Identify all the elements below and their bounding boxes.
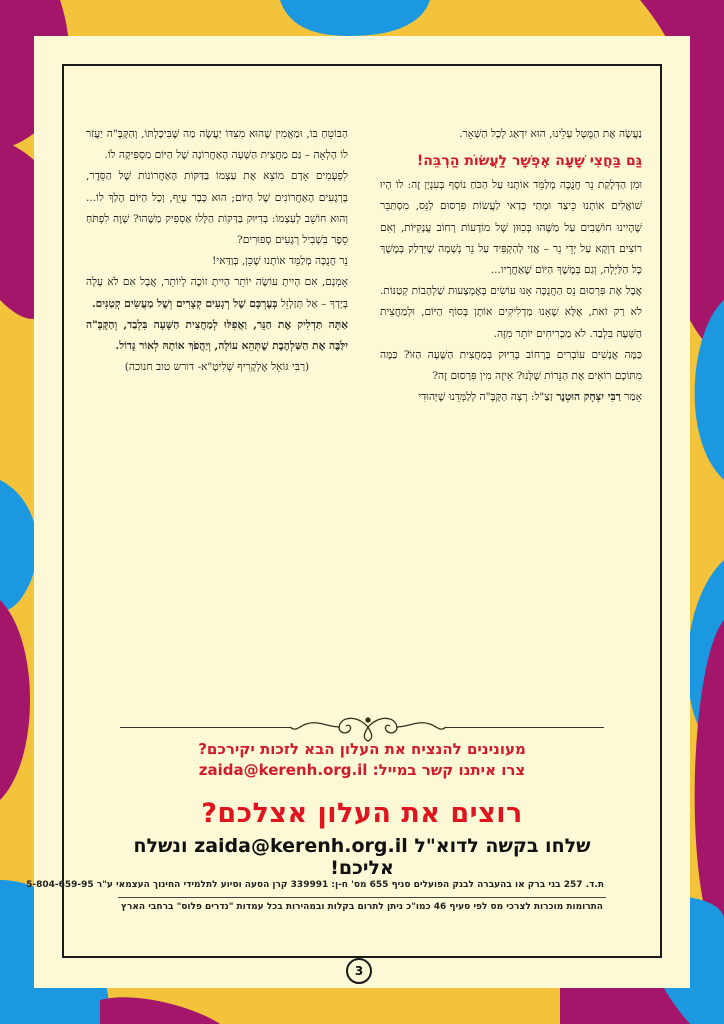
source-citation: (רַבִּי גּוֹאֵל אֶלְקָרִיף שְׁלִיטָ"א- דורש טוב חנוכה): [124, 361, 310, 374]
cta-subtitle: שלחו בקשה לדוא"ל zaida@kerenh.org.il ונשלח אליכם!: [133, 835, 591, 879]
divider-line-right: [446, 727, 604, 728]
paragraph: כַּמָּה אֲנָשִׁים עוֹבְרִים בָּרְחוֹב בְּדִיּוּק בְּמַחֲצִית הַשָּׁעָה הַזּוֹ? כַּמָּה מִתּוֹכָם רוֹאִים אֶת הַנֵּרוֹת שֶׁלָּנוּ? אֵיזֶה מִין פִּרְסוּם זֶה?: [380, 348, 642, 383]
tax-info: התרומות מוכרות לצרכי מס לפי סעיף 46 כמו"כ ניתן לתרום בקלות ובמהירות בכל עמדות "נדרים פלוס" ברחבי הארץ: [121, 902, 603, 912]
dedication-prompt: מעונינים להנציח את העלון הבא לזכות יקירכם?: [198, 740, 526, 758]
emphasis-text: אַתָּה תַּדְלִיק אֶת הַנֵּר, וַאֲפִלּוּ לְמַחֲצִית הַשָּׁעָה בִּלְבַד, וְהַקָּבָּ"ה יִלַּבֶּה אֶת הַשַּׁלְהֶבֶת שֶׁתְּהֵא עוֹלָה, וְיַהֲפֹךְ אוֹתָהּ לְאוֹר גָּדוֹל.: [86, 318, 348, 353]
paragraph: הַבּוֹטֵחַ בּוֹ, וּמַאֲמִין שֶׁהוּא מִצִּדּוֹ יַעֲשֶׂה מַה שֶּׁבִּיכָלְתּוֹ, וְהַקָּבָּ"ה יַעֲזֹר לוֹ הָלְאָה – גַּם מַחֲצִית הַשָּׁעָה הָאַחֲרוֹנָה שֶׁל הַיּוֹם מַסְפִּיקָה לוֹ.: [86, 128, 348, 162]
contact-line: צרו איתנו קשר במייל: zaida@kerenh.org.il: [198, 761, 526, 779]
paragraph: אֲבָל אֶת פִּרְסוּם נֵס הַחֲנֻכָּה אָנוּ עוֹשִׂים בְּאֶמְצָעוּת שַׁלְהָבוֹת קְטַנּוֹת. לֹא רַק זֹאת, אֶלָּא שֶׁאָנוּ מַדְלִיקִים אוֹתָן בְּסוֹף הַיּוֹם, וּלְמַחֲצִית הַשָּׁעָה בִּלְבַד. לֹא מַכְרִיחִים יוֹתֵר מִזֶּה.: [380, 285, 642, 340]
paragraph: נֵר חֲנֻכָּה מְלַמֵּד אוֹתָנוּ שֶׁכֵּן, בְּוַדַּאי!: [212, 255, 348, 268]
paragraph-text: אָמַר: [620, 391, 642, 404]
paragraph: [86, 272, 348, 314]
article-column-right: [380, 124, 642, 408]
paragraph-text: אָמְנָם, אִם הָיִיתָ עוֹשֶׂה יוֹתֵר הָיִיתָ זוֹכֶה לְיוֹתֵר, אֲבָל אִם לֹא עָלָה בְּיָדְךָ – אַל תְּזַלְזֵל: [86, 276, 348, 310]
rabbi-name: רַבִּי יִצְחָק הוּטְנֶר: [556, 391, 621, 404]
ornament-icon: [288, 710, 448, 744]
paragraph: וּמִן הַדְּלָקַת נֵר חֲנֻכָּה מְלַמֵּד אוֹתָנוּ עַל הַכֹּחַ נוֹסָף בְּעִנְיָן זֶה: לוֹ הָיוּ שׁוֹאֲלִים אוֹתָנוּ כֵּיצַד וּמָתַי כְּדַאי לַעֲשׂוֹת פִּרְסוּם לַנֵּס, מִסְתַּבֵּר שֶׁהָיִינוּ חוֹשְׁבִים עַל מַשֶּׁהוּ בְּכִוּוּן שֶׁל מוֹדָעוֹת רְחוֹב עֲנָקִיּוֹת, וְאִם רוֹצִים דַּוְקָא עַל יְדֵי נֵר – אֲזַי לְהַקְפִּיד עַל נֵר נְשָׁמָה שֶׁיִּדְלַק בְּמֶשֶׁךְ כָּל הַלַּיְלָה, וְגַם בְּמֶשֶׁךְ הַיּוֹם שֶׁאַחֲרָיו...: [380, 179, 642, 277]
paragraph: [380, 387, 642, 408]
intro-paragraph: נַעֲשֶׂה אֶת הַמֻּטָּל עָלֵינוּ, הוּא יִדְאַג לְכָל הַשְּׁאָר.: [459, 128, 642, 140]
footer-divider: [118, 897, 606, 898]
section-heading: גַּם בַּחֲצִי שָׁעָה אֶפְשָׁר לַעֲשׂוֹת הַרְבֵּה!: [416, 153, 642, 170]
divider-line-left: [120, 727, 290, 728]
cta-title: רוצים את העלון אצלכם?: [201, 798, 523, 829]
paragraph: [86, 315, 348, 357]
article-column-left: [86, 124, 348, 378]
donation-info: ת.ד. 257 בני ברק או בהעברה לבנק הפועלים סניף 655 מס' ח-ן: 339991 קרן הסעה וסיוע לתלמידי החינוך העצמאי ע"ר 5-804-659-95: [26, 880, 604, 890]
page-number: 3: [346, 958, 372, 984]
emphasis-text: בְּעֶרְכָּם שֶׁל רְגָעִים קְצָרִים וְשֶׁל מַעֲשִׂים קְטַנִּים.: [91, 297, 278, 310]
paragraph-text: זַצַ"ל: רָצָה הַקָּבָּ"ה לְלַמְּדֵנוּ שֶׁיְּהוּדִי: [418, 391, 557, 404]
paragraph: לִפְעָמִים אָדָם מוֹצֵא אֶת עַצְמוֹ בַּדַּקּוֹת הָאַחֲרוֹנוֹת שֶׁל הַסֵּדֶר, בָּרְגָעִים הָאַחֲרוֹנִים שֶׁל הַיּוֹם; הוּא כְּבָר עָיֵף, וְכָל הַיּוֹם הָלַךְ לוֹ... וְהוּא חוֹשֵׁב לְעַצְמוֹ: בְּדִיּוּק בַּדַּקּוֹת הַלָּלוּ אַסְפִּיק מַשֶּׁהוּ? שָׁוֶה לִפְתֹּחַ סֵפֶר בִּשְׁבִיל רְגָעִים סְפוּרִים?: [86, 170, 348, 247]
